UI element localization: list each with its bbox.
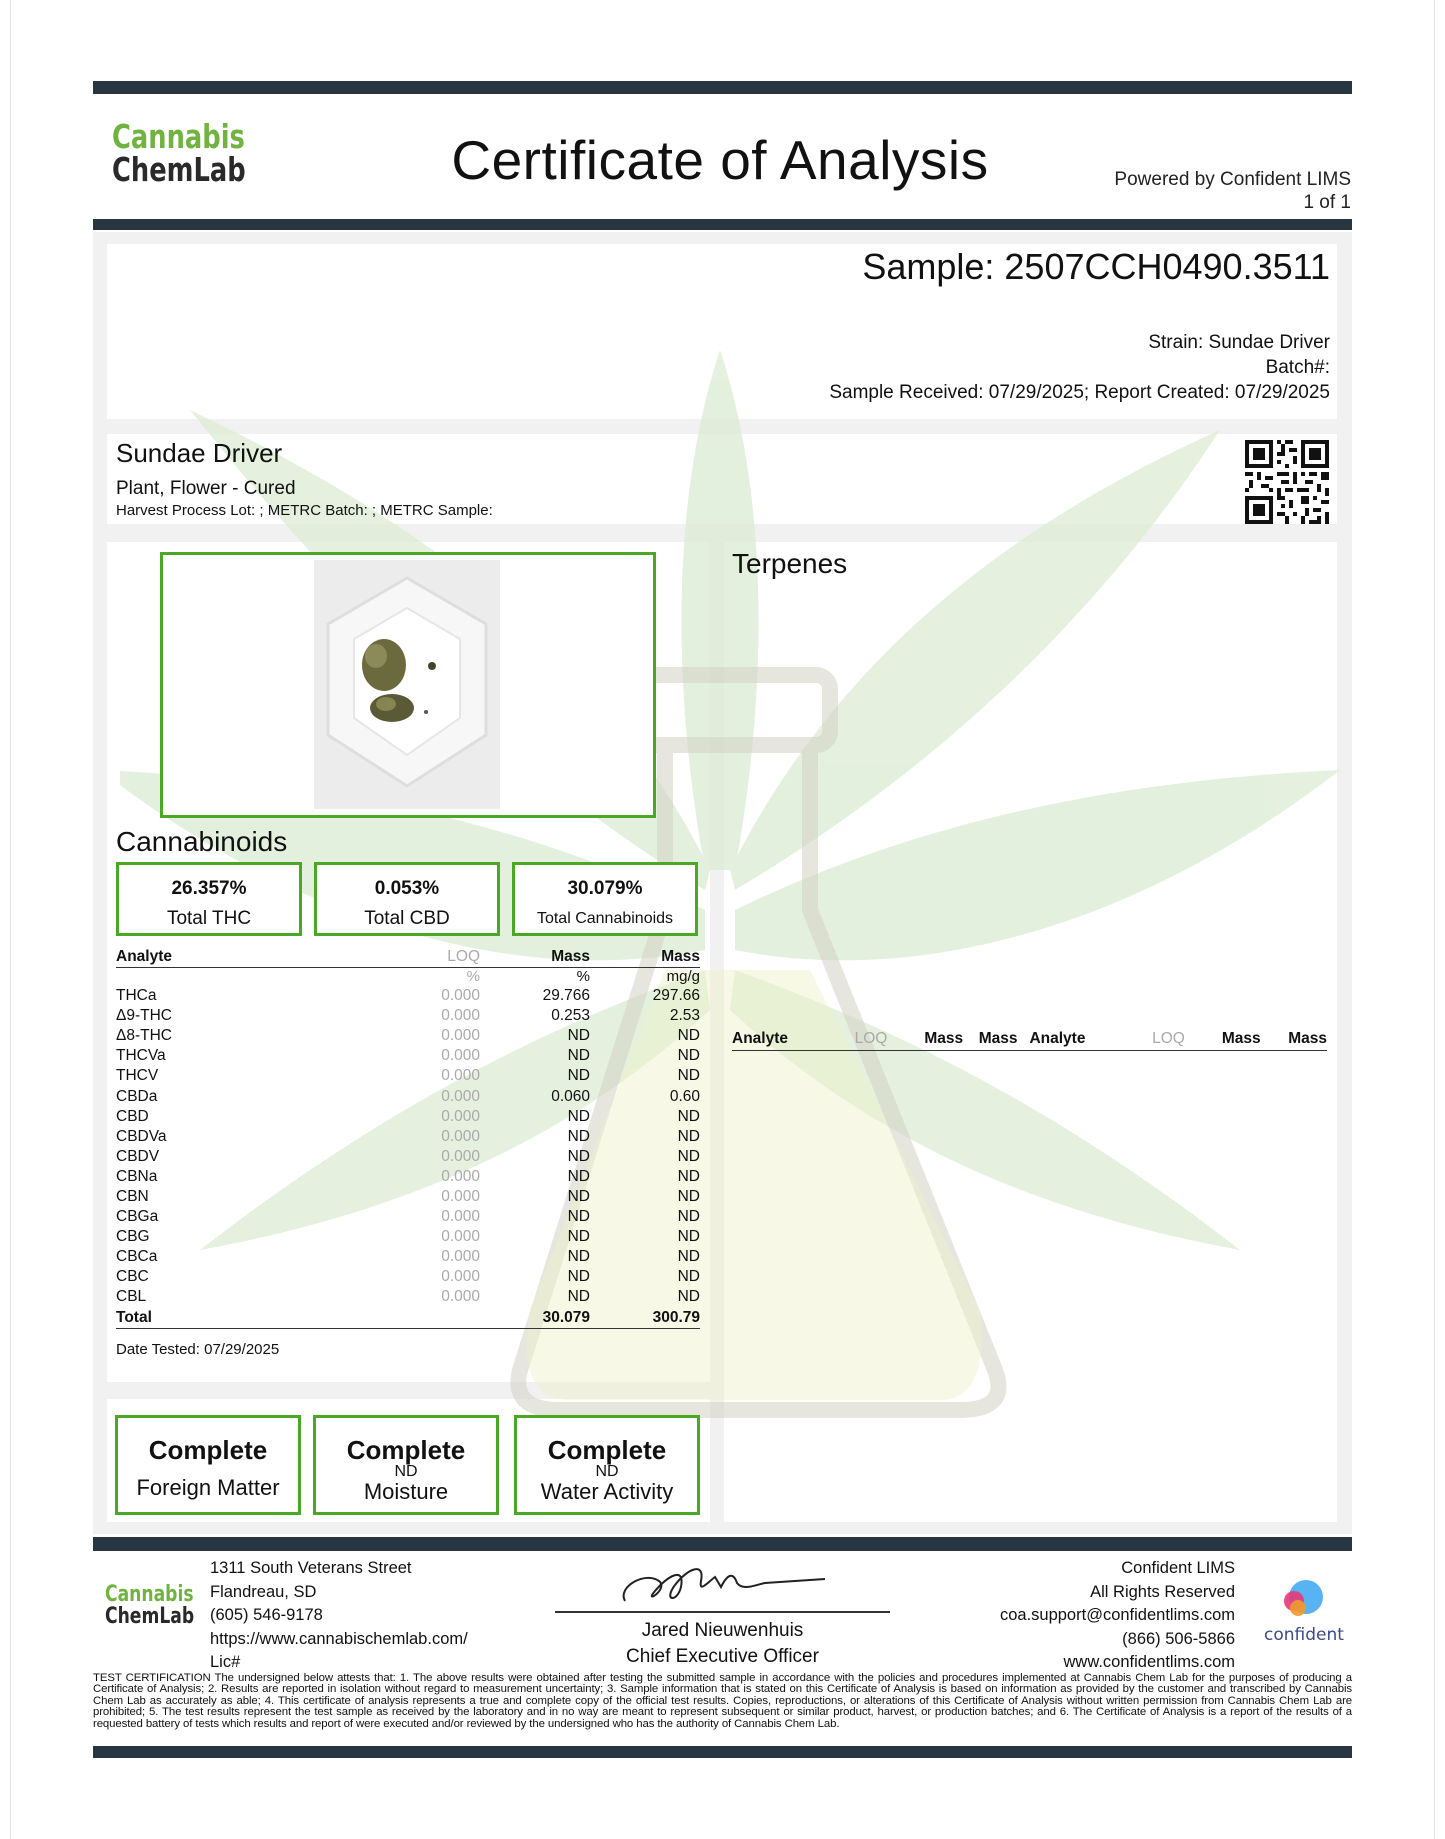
cannabinoids-heading: Cannabinoids	[116, 826, 288, 857]
col-mass-mg: Mass	[590, 947, 700, 968]
terpenes-header	[732, 1030, 1327, 1050]
analyte-mass-pct: ND	[567, 1167, 590, 1185]
terp-col-mass: Mass	[1261, 1030, 1327, 1050]
table-row	[116, 1167, 700, 1187]
analyte-mass-mg: ND	[677, 1067, 700, 1085]
unit-mass-mg: mg/g	[666, 968, 700, 985]
address-website[interactable]: https://www.cannabischemlab.com/	[210, 1629, 468, 1648]
analyte-mass-pct: ND	[567, 1288, 590, 1306]
logo-line1: Cannabis	[112, 117, 245, 156]
footer-lab-logo: Cannabis ChemLab	[105, 1582, 195, 1629]
analyte-mass-pct: ND	[567, 1187, 590, 1205]
table-total-row	[116, 1308, 700, 1329]
analyte-loq: 0.000	[441, 1147, 480, 1165]
water-activity-label: Water Activity	[540, 1479, 674, 1504]
total-thc-box	[116, 862, 302, 936]
analyte-name: CBDV	[116, 1147, 160, 1165]
analyte-mass-pct: ND	[567, 1027, 590, 1045]
total-cannabinoids-value: 30.079%	[567, 878, 643, 899]
moisture-label: Moisture	[363, 1479, 449, 1504]
lab-address	[210, 1557, 468, 1675]
terp-col-loq: LOQ	[855, 1030, 905, 1050]
analyte-mass-mg: ND	[677, 1127, 700, 1145]
table-row	[116, 1267, 700, 1287]
confident-logo-text: confident	[1264, 1625, 1344, 1645]
footer-bottom-bar	[93, 1746, 1352, 1758]
analyte-mass-mg: ND	[677, 1228, 700, 1246]
total-cannabinoids-box	[512, 862, 698, 936]
analyte-name: CBG	[116, 1228, 150, 1246]
table-row	[116, 1127, 700, 1147]
terp-col-loq: LOQ	[1152, 1030, 1202, 1050]
header-top-bar	[93, 81, 1352, 94]
date-tested: Date Tested: 07/29/2025	[116, 1341, 280, 1358]
analyte-name: CBC	[116, 1268, 149, 1286]
address-street: 1311 South Veterans Street	[210, 1559, 412, 1577]
signer-title: Chief Executive Officer	[626, 1646, 819, 1667]
analyte-mass-mg: ND	[677, 1208, 700, 1226]
lims-contact: Confident LIMS All Rights Reserved coa.support@confidentlims.com (866) 506-5866 www.confidentlims.com	[1000, 1557, 1235, 1675]
product-type: Plant, Flower - Cured	[116, 478, 296, 499]
analyte-mass-mg: ND	[677, 1248, 700, 1266]
moisture-box	[313, 1415, 499, 1515]
analyte-loq: 0.000	[441, 1228, 480, 1246]
qr-code[interactable]	[1245, 440, 1329, 524]
terp-col-analyte: Analyte	[732, 1030, 855, 1050]
analyte-mass-pct: 29.766	[542, 987, 590, 1005]
analyte-mass-pct: ND	[567, 1147, 590, 1165]
table-row	[116, 1046, 700, 1066]
sample-id: Sample: 2507CCH0490.3511	[862, 246, 1330, 287]
analyte-name: Δ9-THC	[116, 1007, 172, 1025]
signature	[615, 1557, 830, 1611]
analyte-name: CBDVa	[116, 1127, 167, 1145]
analyte-mass-mg: ND	[677, 1107, 700, 1125]
product-name: Sundae Driver	[116, 438, 283, 468]
terp-col-mass: Mass	[963, 1030, 1029, 1050]
page-number: 1 of 1	[1303, 192, 1351, 213]
analyte-loq: 0.000	[441, 1027, 480, 1045]
analyte-name: CBNa	[116, 1167, 158, 1185]
cannabinoids-table	[116, 947, 700, 1329]
total-cbd-value: 0.053%	[374, 878, 440, 899]
analyte-loq: 0.000	[441, 1107, 480, 1125]
analyte-mass-pct: ND	[567, 1268, 590, 1286]
terpenes-heading: Terpenes	[732, 548, 848, 579]
analyte-mass-pct: ND	[567, 1127, 590, 1145]
total-thc-label: Total THC	[166, 908, 252, 929]
table-row	[116, 1066, 700, 1086]
header-bottom-bar	[93, 219, 1352, 230]
analyte-mass-pct: ND	[567, 1067, 590, 1085]
analyte-mass-mg: ND	[677, 1047, 700, 1065]
col-mass-pct: Mass	[480, 947, 590, 968]
logo-line2: ChemLab	[112, 150, 246, 189]
analyte-name: THCV	[116, 1067, 159, 1085]
table-row	[116, 1086, 700, 1106]
sample-photo-image	[314, 560, 500, 809]
total-mass-pct: 30.079	[480, 1308, 590, 1329]
table-row	[116, 1107, 700, 1127]
analyte-mass-mg: 297.66	[652, 987, 700, 1005]
signer	[555, 1618, 890, 1670]
analyte-name: CBDa	[116, 1087, 158, 1105]
analyte-mass-mg: 0.60	[669, 1087, 700, 1105]
table-row	[116, 1207, 700, 1227]
page-title: Certificate of Analysis	[451, 129, 989, 191]
total-cbd-label: Total CBD	[364, 908, 450, 929]
analyte-mass-mg: ND	[677, 1027, 700, 1045]
table-row	[116, 1187, 700, 1207]
signature-line	[555, 1611, 890, 1613]
total-cannabinoids-label: Total Cannabinoids	[536, 910, 674, 927]
analyte-loq: 0.000	[441, 1127, 480, 1145]
table-row	[116, 1247, 700, 1267]
terp-col-mass: Mass	[905, 1030, 963, 1050]
analyte-mass-pct: ND	[567, 1107, 590, 1125]
analyte-loq: 0.000	[441, 1087, 480, 1105]
foreign-matter-label: Foreign Matter	[136, 1475, 280, 1500]
analyte-loq: 0.000	[441, 1007, 480, 1025]
total-cbd-box	[314, 862, 500, 936]
analyte-mass-pct: 0.253	[551, 1007, 590, 1025]
water-activity-box	[514, 1415, 700, 1515]
analyte-loq: 0.000	[441, 1208, 480, 1226]
lab-logo	[112, 117, 246, 189]
confident-logo-icon	[1276, 1577, 1326, 1621]
analyte-loq: 0.000	[441, 1047, 480, 1065]
analyte-mass-pct: ND	[567, 1208, 590, 1226]
powered-by: Powered by Confident LIMS 1 of 1	[1114, 169, 1351, 213]
analyte-mass-mg: ND	[677, 1268, 700, 1286]
analyte-mass-mg: ND	[677, 1147, 700, 1165]
analyte-loq: 0.000	[441, 987, 480, 1005]
sample-meta	[829, 330, 1330, 405]
foreign-matter-status: Complete	[148, 1435, 268, 1465]
col-analyte: Analyte	[116, 947, 360, 968]
address-city: Flandreau, SD	[210, 1582, 317, 1601]
analyte-loq: 0.000	[441, 1288, 480, 1306]
analyte-name: Δ8-THC	[116, 1027, 172, 1045]
address-phone: (605) 546-9178	[210, 1606, 323, 1624]
moisture-result: ND	[394, 1463, 418, 1480]
analyte-mass-pct: ND	[567, 1248, 590, 1266]
analyte-loq: 0.000	[441, 1067, 480, 1085]
terp-col-analyte: Analyte	[1029, 1030, 1152, 1050]
analyte-name: CBL	[116, 1288, 147, 1306]
analyte-name: CBD	[116, 1107, 149, 1125]
table-row	[116, 1006, 700, 1026]
table-row	[116, 986, 700, 1006]
total-thc-value: 26.357%	[171, 878, 247, 899]
table-row	[116, 1227, 700, 1247]
lims-website[interactable]: www.confidentlims.com	[1063, 1653, 1235, 1671]
table-units	[116, 968, 700, 987]
analyte-name: CBGa	[116, 1208, 159, 1226]
total-mass-mg: 300.79	[590, 1308, 700, 1329]
foreign-matter-box	[115, 1415, 301, 1515]
address-license: Lic#	[210, 1653, 241, 1671]
analyte-name: THCa	[116, 987, 157, 1005]
analyte-mass-mg: ND	[677, 1167, 700, 1185]
lims-phone: (866) 506-5866	[1122, 1629, 1235, 1648]
analyte-mass-pct: ND	[567, 1047, 590, 1065]
sample-photo[interactable]	[314, 560, 500, 809]
table-row	[116, 1147, 700, 1167]
unit-mass-pct: %	[576, 968, 590, 985]
total-label: Total	[116, 1308, 360, 1329]
analyte-mass-pct: ND	[567, 1228, 590, 1246]
analyte-name: THCVa	[116, 1047, 166, 1065]
water-activity-result: ND	[595, 1463, 619, 1480]
footer-top-bar	[93, 1537, 1352, 1551]
col-loq: LOQ	[360, 947, 480, 968]
unit-loq: %	[466, 968, 480, 985]
strain: Strain: Sundae Driver	[1148, 332, 1330, 353]
analyte-loq: 0.000	[441, 1167, 480, 1185]
analyte-name: CBCa	[116, 1248, 158, 1266]
analyte-mass-mg: ND	[677, 1187, 700, 1205]
water-activity-status: Complete	[547, 1435, 667, 1465]
analyte-loq: 0.000	[441, 1268, 480, 1286]
analyte-mass-mg: ND	[677, 1288, 700, 1306]
analyte-loq: 0.000	[441, 1187, 480, 1205]
analyte-loq: 0.000	[441, 1248, 480, 1266]
signer-name: Jared Nieuwenhuis	[641, 1620, 804, 1641]
table-header	[116, 947, 700, 968]
analyte-name: CBN	[116, 1187, 149, 1205]
batch-number: Batch#:	[1265, 357, 1330, 378]
analyte-mass-pct: 0.060	[551, 1087, 590, 1105]
analyte-mass-mg: 2.53	[669, 1007, 700, 1025]
table-row	[116, 1026, 700, 1046]
lims-email[interactable]: coa.support@confidentlims.com	[999, 1606, 1235, 1624]
moisture-status: Complete	[346, 1435, 466, 1465]
sample-dates: Sample Received: 07/29/2025; Report Created: 07/29/2025	[829, 382, 1330, 403]
terpenes-table	[732, 1030, 1327, 1051]
product-lot-info: Harvest Process Lot: ; METRC Batch: ; METRC Sample:	[116, 502, 493, 519]
test-certification-text: TEST CERTIFICATION The undersigned below attests that: 1. The above results were obtained after testing the submitted sample in accordance with the policies and procedures implemented at Cannabis Chem Lab for the purposes of producing a Certificate of Analysis; 2. Results are reported in isolation without regard to measurement uncertainty; 3. Sample information that is stated on this Certificate of Analysis is based on information as provided by the customer and transcribed by Cannabis Chem Lab as accurately as able; 4. This certificate of analysis represents a true and complete copy of the official test results. Copies, reproductions, or alterations of this Certificate of Analysis without written permission from Cannabis Chem Lab are prohibited; 5. The test results represent the test sample as received by the laboratory and in no way are meant to represent subsequent or similar product, harvest, or production batches; and 6. The Certificate of Analysis is a report of the results of a requested battery of tests which results and report of were executed and/or reviewed by the undersigned who has the authority of Cannabis Chem Lab.	[93, 1672, 1352, 1730]
terp-col-mass: Mass	[1202, 1030, 1260, 1050]
table-row	[116, 1287, 700, 1307]
